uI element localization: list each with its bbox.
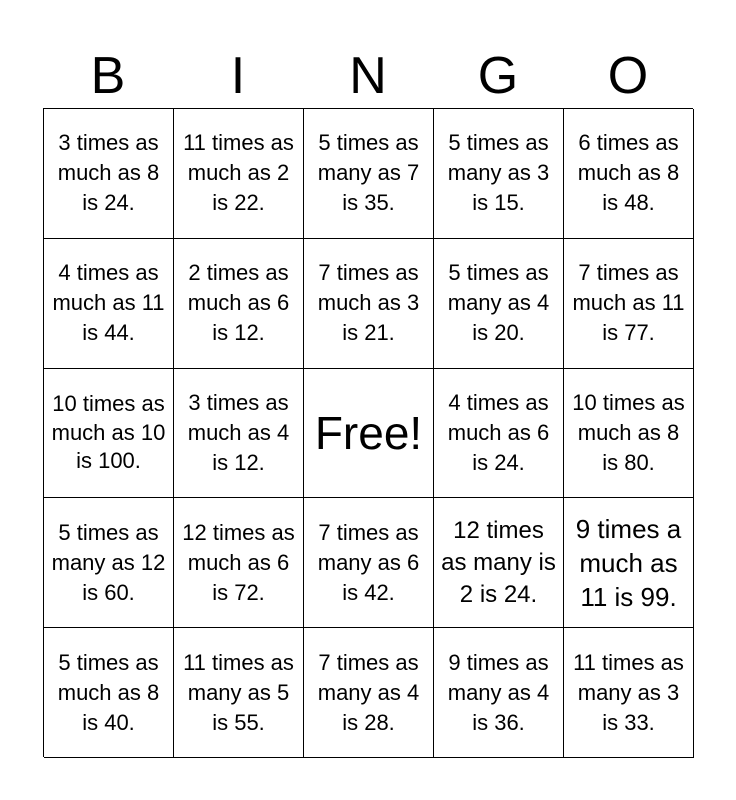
bingo-cell[interactable]: 7 times as much as 11 is 77. <box>564 239 694 369</box>
bingo-cell[interactable]: 5 times as many as 4 is 20. <box>434 239 564 369</box>
bingo-card-grid <box>43 108 693 757</box>
header-letter-n: N <box>349 47 387 105</box>
header-letter-b: B <box>90 47 126 105</box>
bingo-cell[interactable]: 4 times as much as 11 is 44. <box>44 239 174 369</box>
bingo-header <box>43 44 693 108</box>
header-letter-g: G <box>477 47 519 105</box>
bingo-cell[interactable]: 12 times as many is 2 is 24. <box>434 498 564 628</box>
bingo-cell[interactable]: 12 times as much as 6 is 72. <box>174 498 304 628</box>
bingo-cell[interactable]: 3 times as much as 4 is 12. <box>174 369 304 499</box>
bingo-cell[interactable]: 10 times as much as 8 is 80. <box>564 369 694 499</box>
bingo-cell[interactable]: 11 times as many as 5 is 55. <box>174 628 304 758</box>
free-space-cell[interactable]: Free! <box>304 369 434 499</box>
bingo-cell[interactable]: 4 times as much as 6 is 24. <box>434 369 564 499</box>
bingo-cell[interactable]: 11 times as much as 2 is 22. <box>174 109 304 239</box>
bingo-cell[interactable]: 7 times as many as 6 is 42. <box>304 498 434 628</box>
bingo-cell[interactable]: 10 times as much as 10 is 100. <box>44 369 174 499</box>
bingo-cell[interactable]: 5 times as many as 12 is 60. <box>44 498 174 628</box>
bingo-cell[interactable]: 7 times as much as 3 is 21. <box>304 239 434 369</box>
bingo-cell[interactable]: 9 times a much as 11 is 99. <box>564 498 694 628</box>
bingo-cell[interactable]: 3 times as much as 8 is 24. <box>44 109 174 239</box>
bingo-cell[interactable]: 6 times as much as 8 is 48. <box>564 109 694 239</box>
bingo-cell[interactable]: 5 times as many as 3 is 15. <box>434 109 564 239</box>
bingo-cell[interactable]: 5 times as many as 7 is 35. <box>304 109 434 239</box>
header-letter-i: I <box>230 47 246 105</box>
header-letter-o: O <box>607 47 649 105</box>
bingo-cell[interactable]: 5 times as much as 8 is 40. <box>44 628 174 758</box>
bingo-cell[interactable]: 2 times as much as 6 is 12. <box>174 239 304 369</box>
bingo-cell[interactable]: 11 times as many as 3 is 33. <box>564 628 694 758</box>
bingo-cell[interactable]: 7 times as many as 4 is 28. <box>304 628 434 758</box>
bingo-cell[interactable]: 9 times as many as 4 is 36. <box>434 628 564 758</box>
